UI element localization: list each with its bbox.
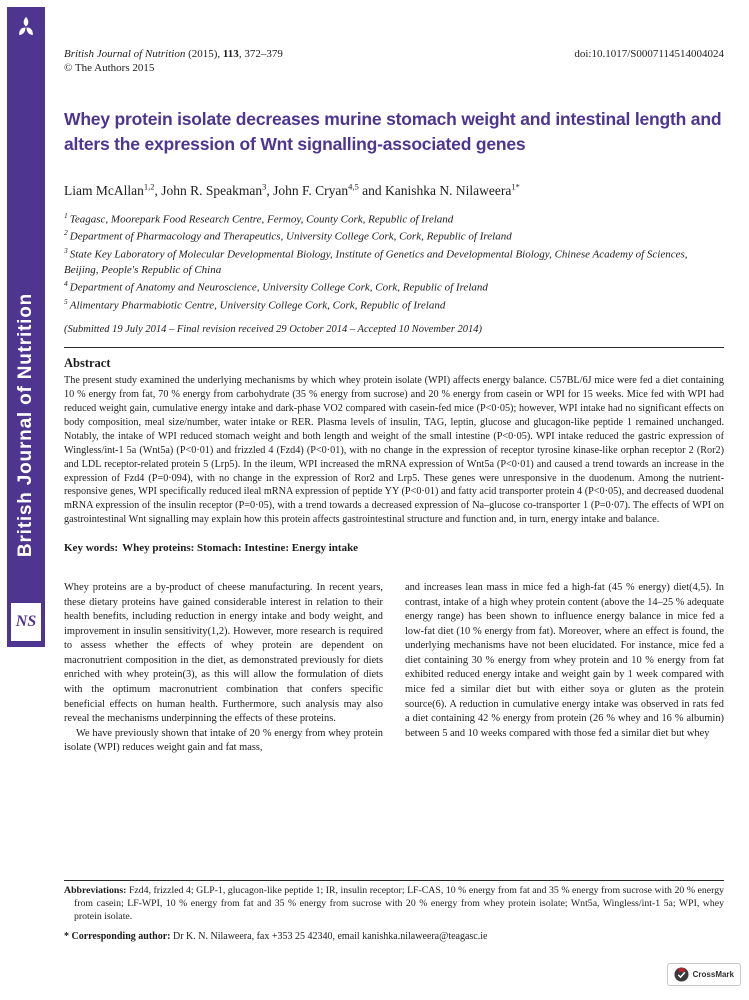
crossmark-label: CrossMark (692, 970, 734, 979)
body-column-left (64, 581, 383, 756)
abstract-divider (64, 347, 724, 348)
copyright-line: © The Authors 2015 (64, 62, 155, 74)
body-paragraph: We have previously shown that intake of 20 % energy from whey protein isolate (WPI) reduces weight gain and fat mass, (64, 727, 383, 754)
keywords-label: Key words: (64, 542, 119, 555)
running-head (64, 48, 724, 60)
abstract-heading: Abstract (64, 356, 111, 371)
abbreviations (64, 885, 724, 924)
corresponding-author (64, 931, 724, 942)
journal-spine (7, 7, 45, 647)
page-content (64, 48, 724, 756)
body-columns (64, 581, 724, 756)
volume-number: 113 (222, 48, 239, 60)
footnote-divider (64, 880, 724, 881)
article-title: Whey protein isolate decreases murine stomach weight and intestinal length and alters the expression of Wnt signalling-associated genes (64, 109, 722, 154)
author: , John R. Speakman$^3$ (154, 181, 267, 198)
submission-dates: (Submitted 19 July 2014 – Final revision received 29 October 2014 – Accepted 10 November 2014) (64, 324, 483, 336)
affiliation: $^2$ Department of Pharmacology and Therapeutics, University College Cork, Cork, Republic of Ireland (64, 228, 512, 243)
abbreviations-label: Abbreviations: (64, 885, 127, 896)
journal-name: British Journal of Nutrition (64, 48, 186, 60)
keywords-line (64, 542, 724, 554)
nutrition-society-monogram: NS (15, 613, 37, 630)
affiliation: $^1$ Teagasc, Moorepark Food Research Centre, Fermoy, County Cork, Republic of Ireland (64, 210, 454, 226)
citation-line (64, 48, 283, 60)
affiliation: $^4$ Department of Anatomy and Neuroscience, University College Cork, Cork, Republic of Ireland (64, 279, 488, 294)
doi-text: doi:10.1017/S0007114514004024 (574, 48, 724, 60)
author: , John F. Cryan$^{4,5}$ (266, 181, 359, 198)
citation-year: (2015), (185, 48, 223, 60)
affiliation: $^5$ Alimentary Pharmabiotic Centre, University College Cork, Cork, Republic of Ireland (64, 296, 446, 312)
keywords-text: Whey proteins: Stomach: Intestine: Energy intake (122, 542, 359, 555)
nutrition-society-logo (11, 603, 41, 641)
crossmark-badge[interactable] (667, 963, 741, 986)
corresponding-text: Dr K. N. Nilaweera, fax +353 25 42340, email (170, 930, 363, 942)
body-paragraph: Whey proteins are a by-product of cheese manufacturing. In recent years, these dietary proteins have gained considerable interest in relation to their health benefits, including reduction in energy intake and body weight, and improvement in insulin sensitivity(1,2). However, more research is required to assess whether the effects of whey protein are dependent on macronutrient composition in the diet, as demonstrated previously for diets enriched with whey protein(3), as this will allow the formulation of diets with the optimum macronutrient combination that confers specific beneficial effects on human health. Furthermore, such analysis may also reveal the mechanisms underpinning the effects of these proteins. (64, 582, 383, 725)
abstract-text: The present study examined the underlying mechanisms by which whey protein isolate (WPI) affects energy balance. C57BL/6J mice were fed a diet containing 10 % energy from fat, 70 % energy from carbohydrate (35 % energy from sucrose) and 20 % energy from casein or WPI for 15 weeks. Mice fed with WPI had reduced weight gain, cumulative energy intake and dark-phase VO2 compared with casein-fed mice (P<0·05); however, WPI intake had no significant effects on body composition, meal size/number, water intake or RER. Plasma levels of insulin, TAG, leptin, glucose and glucagon-like peptide 1 remained unchanged. Notably, the intake of WPI reduced stomach weight and both length and weight of the small intestine (P<0·05). WPI intake reduced the gastric expression of Wingless/int-1 5a (Wnt5a) (P<0·01) and frizzled 4 (Fzd4) (P<0·01), with no change in the expression of receptor tyrosine kinase-like orphan receptor 2 (Ror2) and LDL receptor-related protein 5 (Lrp5). In the ileum, WPI increased the mRNA expression of Wnt5a (P<0·01) and caused a trend towards an increase in the expression of Fzd4 (P=0·094), with no change in the expression of Ror2 and Lrp5. These genes were unresponsive in the duodenum. Among the nutrient-responsive genes, WPI specifically reduced ileal mRNA expression of peptide YY (P<0·01) and fatty acid transporter protein 4 (P<0·05), and decreased duodenal mRNA expression of the insulin receptor (P=0·05), with a trend towards a decreased expression of Na–glucose co-transporter 1 (P=0·07). The effects of WPI on gastrointestinal Wnt signalling may explain how this protein affects gastrointestinal structure and function and, in turn, energy intake and balance. (64, 375, 724, 526)
corresponding-label: * Corresponding author: (64, 930, 171, 942)
crossmark-icon (674, 967, 689, 982)
body-paragraph: and increases lean mass in mice fed a high-fat (45 % energy) diet(4,5). In contrast, intake of a high whey protein content (above the 14–25 % adequate energy range) has been shown to influence energy balance in mice fed a low-fat diet (10 % energy from fat). Moreover, where an effect is found, the underlying mechanisms have not been elucidated. For instance, mice fed a diet containing 30 % energy from whey protein and 10 % energy from fat exhibited reduced energy intake and weight gain by 1 week compared with mice fed a similar diet but with either soya or gluten as the protein source(6). A reduction in cumulative energy intake was observed in rats fed a diet containing 42 % energy from protein (26 % whey and 16 % albumin) between 5 and 10 weeks compared with those fed a similar diet but whey (405, 582, 724, 739)
email-link[interactable]: kanishka.nilaweera@teagasc.ie (362, 930, 488, 942)
body-column-right (405, 581, 724, 756)
journal-name-vertical: British Journal of Nutrition (15, 292, 36, 558)
abbreviations-text: Fzd4, frizzled 4; GLP-1, glucagon-like peptide 1; IR, insulin receptor; LF-CAS, 10 % energy from fat and 35 % energy from sucrose with 20 % energy from casein; LF-WPI, 10 % energy from fat and 35 % energy from sucrose with 20 % energy from whey protein isolate; Wnt5a, Wingless/int-1 5a; WPI, whey protein isolate. (74, 885, 724, 922)
affiliation-list (64, 211, 724, 315)
author: and Kanishka N. Nilaweera$^{1*}$ (358, 181, 520, 198)
page-range: , 372–379 (238, 48, 283, 60)
affiliation: $^3$ State Key Laboratory of Molecular Developmental Biology, Institute of Genetics and Developmental Biology, Chinese Academy of Sciences, Beijing, People's Republic of China (64, 245, 688, 277)
publisher-logo-icon (7, 15, 45, 44)
author: Liam McAllan$^{1,2}$ (64, 181, 155, 198)
page-footnotes (64, 880, 724, 942)
author-line (64, 181, 724, 199)
